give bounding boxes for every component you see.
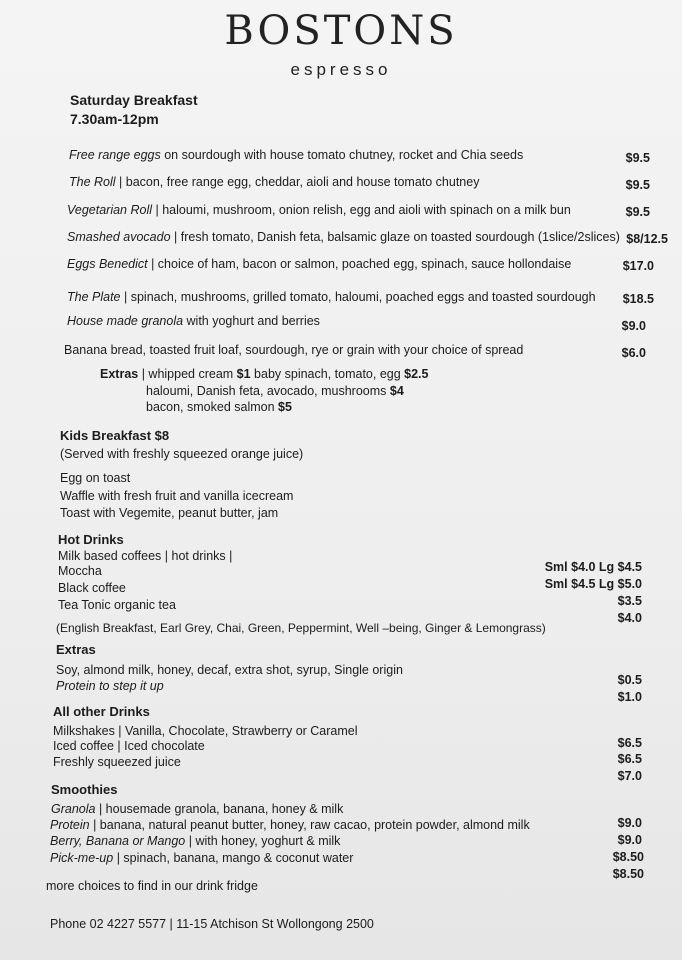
extras-price: $0.5 [617, 673, 642, 687]
menu-item-price: $8/12.5 [626, 232, 668, 246]
kids-note: (Served with freshly squeezed orange juice) [60, 447, 304, 461]
smoothies-title: Smoothies [51, 782, 118, 797]
hot-drink-price: $4.0 [617, 611, 642, 625]
menu-item: Banana bread, toasted fruit loaf, sourdough, rye or grain with your choice of spread [64, 343, 524, 357]
other-drink-line: Iced coffee | Iced chocolate [53, 739, 205, 753]
other-drink-line: Milkshakes | Vanilla, Chocolate, Strawberry or Caramel [53, 724, 358, 738]
drink-fridge-note: more choices to find in our drink fridge [46, 879, 258, 893]
menu-item-price: $17.0 [622, 259, 654, 273]
other-drink-price: $7.0 [617, 769, 642, 783]
extras-line: Soy, almond milk, honey, decaf, extra shot, syrup, Single origin [56, 663, 403, 677]
smoothie-item: Berry, Banana or Mango | with honey, yoghurt & milk [50, 834, 341, 848]
smoothie-item: Granola | housemade granola, banana, honey & milk [51, 802, 344, 816]
menu-item-price: $18.5 [622, 292, 654, 306]
saturday-title: Saturday Breakfast [70, 92, 198, 108]
menu-item-price: $9.5 [625, 151, 650, 165]
other-drink-price: $6.5 [617, 736, 642, 750]
hot-drink-price: Sml $4.0 Lg $4.5 [544, 560, 642, 574]
hot-drink-line: (English Breakfast, Earl Grey, Chai, Green, Peppermint, Well –being, Ginger & Lemongrass) [56, 621, 546, 635]
kids-title: Kids Breakfast $8 [60, 428, 170, 443]
saturday-hours: 7.30am-12pm [70, 111, 159, 127]
extras-line: Protein to step it up [56, 679, 164, 693]
smoothie-price: $9.0 [617, 833, 642, 847]
smoothie-price: $8.50 [612, 867, 644, 881]
hot-drink-price: $3.5 [617, 594, 642, 608]
brand-tagline: espresso [290, 60, 392, 79]
other-drink-price: $6.5 [617, 752, 642, 766]
hot-drink-line: Tea Tonic organic tea [58, 598, 176, 612]
menu-item: House made granola with yoghurt and berries [67, 314, 320, 328]
hot-drink-line: Black coffee [58, 581, 126, 595]
menu-item: Free range eggs on sourdough with house tomato chutney, rocket and Chia seeds [69, 148, 524, 162]
menu-item-price: $9.5 [625, 178, 650, 192]
hot-drinks-title: Hot Drinks [58, 532, 124, 547]
menu-item: Vegetarian Roll | haloumi, mushroom, onion relish, egg and aioli with spinach on a milk bun [67, 203, 571, 217]
menu-item-price: $9.0 [621, 319, 646, 333]
smoothie-price: $8.50 [612, 850, 644, 864]
brand-logo: BOSTONS [224, 8, 458, 54]
hot-drink-line: Milk based coffees | hot drinks | [58, 549, 233, 563]
smoothie-price: $9.0 [617, 816, 642, 830]
other-drinks-title: All other Drinks [53, 704, 150, 719]
menu-item: The Roll | bacon, free range egg, cheddar, aioli and house tomato chutney [69, 175, 480, 189]
hot-drink-price: Sml $4.5 Lg $5.0 [544, 577, 642, 591]
menu-item-price: $9.5 [625, 205, 650, 219]
smoothie-item: Pick-me-up | spinach, banana, mango & coconut water [50, 851, 354, 865]
smoothie-item: Protein | banana, natural peanut butter, honey, raw cacao, protein powder, almond milk [50, 818, 530, 832]
hot-drink-line: Moccha [58, 564, 102, 578]
other-drink-line: Freshly squeezed juice [53, 755, 181, 769]
breakfast-extras-line: Extras | whipped cream $1 baby spinach, tomato, egg $2.5 [100, 367, 429, 381]
menu-item: The Plate | spinach, mushrooms, grilled tomato, haloumi, poached eggs and toasted sourdough [67, 290, 596, 304]
kids-item: Toast with Vegemite, peanut butter, jam [60, 506, 279, 520]
breakfast-extras-line: bacon, smoked salmon $5 [146, 400, 292, 414]
extras-title: Extras [56, 642, 96, 657]
menu-item: Eggs Benedict | choice of ham, bacon or salmon, poached egg, spinach, sauce hollondaise [67, 257, 572, 271]
breakfast-extras-line: haloumi, Danish feta, avocado, mushrooms $4 [146, 384, 404, 398]
footer-contact: Phone 02 4227 5577 | 11-15 Atchison St Wollongong 2500 [50, 917, 374, 931]
kids-item: Egg on toast [60, 471, 131, 485]
menu-item-price: $6.0 [621, 346, 646, 360]
extras-price: $1.0 [617, 690, 642, 704]
kids-item: Waffle with fresh fruit and vanilla icecream [60, 489, 294, 503]
menu-item: Smashed avocado | fresh tomato, Danish feta, balsamic glaze on toasted sourdough (1slice/2slices) [67, 230, 620, 244]
